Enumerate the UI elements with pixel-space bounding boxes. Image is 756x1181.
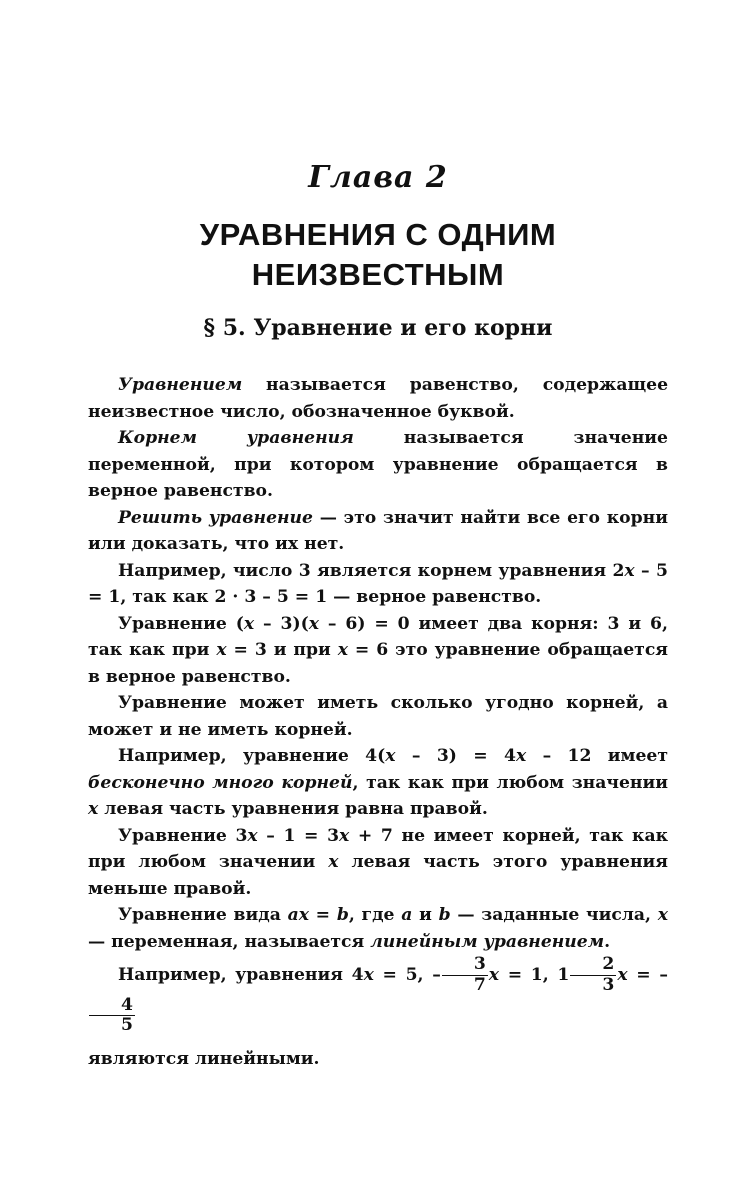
paragraph-linear-examples xyxy=(88,955,668,1036)
text: левая часть уравнения равна правой. xyxy=(98,799,488,819)
variable: x xyxy=(337,640,348,660)
text: Уравнение 3 xyxy=(118,825,248,846)
paragraph-example-3 xyxy=(88,743,668,823)
variable: ax xyxy=(287,905,309,925)
text: = 6 это уравнение обращается в верное равенство. xyxy=(88,640,668,687)
text: + 7 не имеет корней, так как при любом значении xyxy=(88,825,668,872)
chapter-title xyxy=(0,215,756,295)
numerator: 2 xyxy=(570,955,616,976)
variable: x xyxy=(88,799,99,819)
chapter-title-line2: НЕИЗВЕСТНЫМ xyxy=(251,257,505,292)
variable: x xyxy=(363,964,374,985)
numerator: 4 xyxy=(89,996,135,1017)
text: Уравнение вида xyxy=(118,905,288,925)
term-solve: Решить уравнение xyxy=(118,507,313,528)
variable: x xyxy=(385,746,396,766)
variable: b xyxy=(336,905,349,925)
variable: x xyxy=(488,964,500,985)
text: называется равенство, содержащее неизвестное число, обозначенное буквой. xyxy=(88,375,668,422)
paragraph-example-1 xyxy=(88,558,668,611)
text: — переменная, называется xyxy=(88,931,371,952)
text: – 3) = 4 xyxy=(395,746,516,766)
variable: x xyxy=(617,964,628,985)
text: – 5 = 1, так как 2 · 3 – 5 = 1 — верное равенство. xyxy=(88,560,668,607)
text: — это значит найти все его корни или доказать, что их нет. xyxy=(88,507,668,554)
numerator: 3 xyxy=(442,955,488,976)
paragraph-example-4 xyxy=(88,823,668,903)
variable: b xyxy=(438,905,451,925)
variable: x xyxy=(515,746,527,766)
paragraph-roots-count xyxy=(88,690,668,743)
fraction-3-7 xyxy=(442,955,488,996)
chapter-title-line1: УРАВНЕНИЯ С ОДНИМ xyxy=(199,217,557,252)
paragraph-definition-root xyxy=(88,425,668,505)
variable: a xyxy=(401,905,413,925)
variable: x xyxy=(216,640,227,660)
term-root: Корнем уравнения xyxy=(118,428,354,448)
text: – 12 имеет xyxy=(526,746,668,766)
text: = 3 и при xyxy=(226,640,338,660)
term-linear-equation: линейным уравнением xyxy=(370,931,605,952)
text: – 3)( xyxy=(254,613,309,634)
term-equation: Уравнением xyxy=(118,375,243,395)
text: Уравнение может иметь сколько угодно корней, а может и не иметь корней. xyxy=(88,693,668,740)
text: = 5, – xyxy=(373,964,441,985)
paragraph-definition-solve xyxy=(88,505,668,558)
text: , где xyxy=(348,905,402,925)
text: – 6) = 0 имеет два корня: 3 и 6, так как при xyxy=(88,613,668,660)
paragraph-linear-conclusion xyxy=(88,1046,668,1073)
text: = – xyxy=(627,964,668,985)
chapter-heading: Глава 2 xyxy=(308,160,448,195)
paragraph-example-2 xyxy=(88,611,668,691)
section-heading: § 5. Уравнение и его корни xyxy=(203,315,553,341)
paragraph-linear-definition xyxy=(88,902,668,955)
text: Например, уравнения 4 xyxy=(118,964,364,985)
variable: x xyxy=(308,613,319,634)
body-text xyxy=(88,372,668,1073)
text: = xyxy=(308,905,337,925)
text: Например, уравнение 4( xyxy=(118,746,386,766)
variable: x xyxy=(624,560,635,581)
fraction-2-3 xyxy=(570,955,616,996)
variable: x xyxy=(339,825,350,846)
text: = 1, 1 xyxy=(499,964,570,985)
variable: x xyxy=(328,852,339,872)
denominator: 7 xyxy=(473,974,486,995)
fraction-4-5 xyxy=(89,996,135,1037)
variable: x xyxy=(657,905,668,925)
variable: x xyxy=(247,825,258,846)
text: и xyxy=(412,905,439,925)
text: . xyxy=(604,931,611,952)
paragraph-definition-equation xyxy=(88,372,668,425)
text: Уравнение ( xyxy=(118,613,244,634)
text: левая часть этого уравнения меньше правой. xyxy=(88,852,668,899)
text: Например, число 3 является корнем уравнения 2 xyxy=(118,560,625,581)
text: – 1 = 3 xyxy=(257,825,340,846)
text: называется значение переменной, при котором уравнение обращается в верное равенство. xyxy=(88,428,668,501)
text: — заданные числа, xyxy=(450,905,658,925)
denominator: 3 xyxy=(602,974,615,995)
term-infinite-roots: бесконечно много корней xyxy=(88,772,353,793)
text: являются линейными. xyxy=(88,1049,320,1070)
denominator: 5 xyxy=(121,1015,133,1036)
variable: x xyxy=(243,613,255,634)
text: , так как при любом значении xyxy=(352,772,668,793)
